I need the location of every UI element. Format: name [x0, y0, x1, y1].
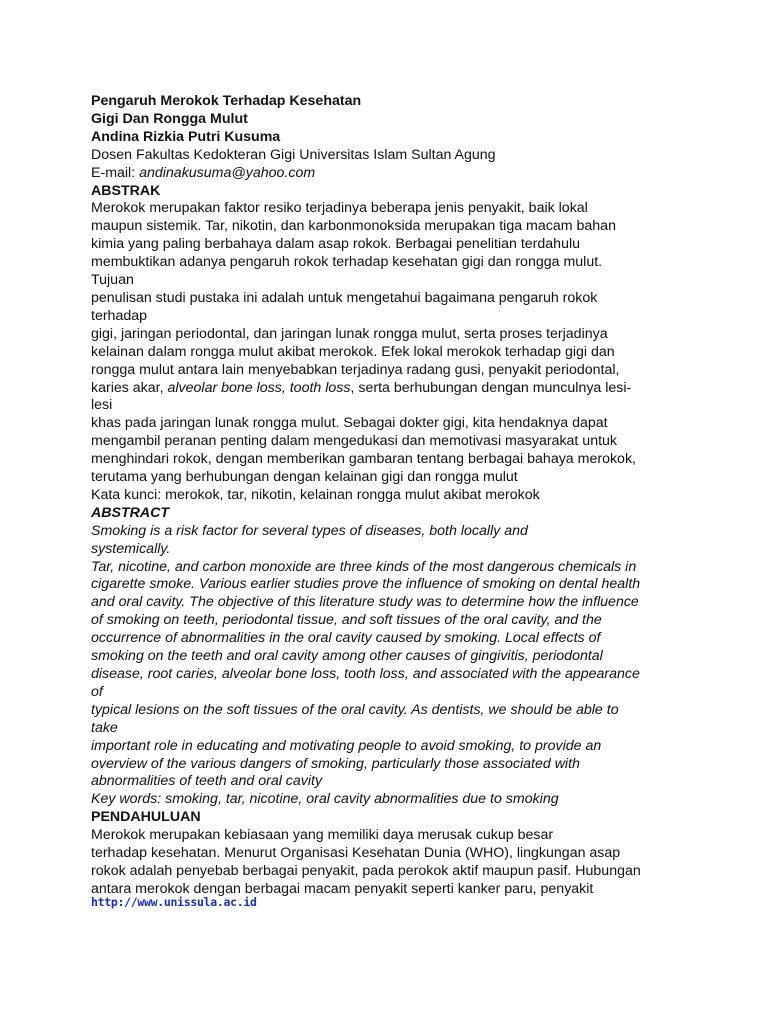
abstract-line: abnormalities of teeth and oral cavity [91, 773, 323, 790]
abstrak-mixed-prefix: karies akar, [91, 379, 168, 396]
abstract-heading: ABSTRACT [91, 504, 170, 521]
abstract-line: cigarette smoke. Various earlier studies prove the influence of smoking on dental health [91, 576, 641, 593]
title-line-2: Gigi Dan Rongga Mulut [91, 110, 248, 127]
abstrak-body [91, 200, 691, 504]
kata-kunci: Kata kunci: merokok, tar, nikotin, kelainan rongga mulut akibat merokok [91, 486, 540, 503]
abstract-line: overview of the various dangers of smoking, particularly those associated with [91, 755, 580, 772]
abstrak-line: khas pada jaringan lunak rongga mulut. Sebagai dokter gigi, kita hendaknya dapat [91, 415, 608, 432]
abstract-line: Tar, nicotine, and carbon monoxide are three kinds of the most dangerous chemicals in [91, 558, 637, 575]
pendahuluan-line: Merokok merupakan kebiasaan yang memiliki daya merusak cukup besar [91, 827, 554, 844]
abstrak-line: mengambil peranan penting dalam mengedukasi dan memotivasi masyarakat untuk [91, 433, 618, 450]
document-page [91, 93, 691, 899]
pendahuluan-line: rokok adalah penyebab berbagai penyakit, pada perokok aktif maupun pasif. Hubungan [91, 862, 641, 879]
title-line-1: Pengaruh Merokok Terhadap Kesehatan [91, 93, 362, 109]
pendahuluan-line: antara merokok dengan berbagai macam penyakit seperti kanker paru, penyakit [91, 880, 594, 897]
email-line [91, 165, 691, 183]
abstract-line: smoking on the teeth and oral cavity among other causes of gingivitis, periodontal [91, 648, 603, 665]
author-name: Andina Rizkia Putri Kusuma [91, 128, 281, 145]
abstrak-line-mixed [91, 380, 691, 398]
abstrak-line: maupun sistemik. Tar, nikotin, dan karbonmonoksida merupakan tiga macam bahan [91, 218, 616, 235]
abstrak-line: Tujuan [91, 272, 134, 289]
abstrak-mixed-suffix: , serta berhubungan dengan munculnya lesi- [350, 379, 632, 396]
abstrak-line: penulisan studi pustaka ini adalah untuk mengetahui bagaimana pengaruh rokok [91, 289, 598, 306]
key-words: Key words: smoking, tar, nicotine, oral cavity abnormalities due to smoking [91, 791, 559, 808]
pendahuluan-line: terhadap kesehatan. Menurut Organisasi Kesehatan Dunia (WHO), lingkungan asap [91, 845, 621, 862]
abstrak-line: lesi [91, 397, 113, 414]
abstrak-line: kelainan dalam rongga mulut akibat merokok. Efek lokal merokok terhadap gigi dan [91, 343, 615, 360]
abstract-line: disease, root caries, alveolar bone loss, tooth loss, and associated with the appearance [91, 666, 640, 682]
abstrak-line: terutama yang berhubungan dengan kelainan gigi dan rongga mulut [91, 469, 518, 486]
abstract-line: Smoking is a risk factor for several types of diseases, both locally and [91, 522, 528, 539]
abstract-line: and oral cavity. The objective of this literature study was to determine how the influence [91, 594, 639, 611]
abstract-line: take [91, 719, 118, 736]
pendahuluan-heading: PENDAHULUAN [91, 809, 201, 826]
email-label: E-mail: [91, 164, 140, 181]
abstrak-mixed-italic: alveolar bone loss, tooth loss [167, 379, 351, 396]
abstract-body [91, 523, 691, 810]
abstract-line: systemically. [91, 540, 171, 557]
abstrak-line: terhadap [91, 307, 148, 324]
email-address: andinakusuma@yahoo.com [139, 164, 316, 181]
abstrak-line: membuktikan adanya pengaruh rokok terhadap kesehatan gigi dan rongga mulut. [91, 254, 603, 271]
abstrak-heading: ABSTRAK [91, 182, 161, 199]
abstract-line: of [91, 683, 103, 700]
abstrak-line: menghindari rokok, dengan memberikan gambaran tentang berbagai bahaya merokok, [91, 451, 636, 468]
pendahuluan-body [91, 827, 691, 899]
footer-website-link[interactable]: http://www.unissula.ac.id [91, 895, 257, 909]
abstract-line: occurrence of abnormalities in the oral cavity caused by smoking. Local effects of [91, 630, 601, 647]
abstract-line: of smoking on teeth, periodontal tissue, and soft tissues of the oral cavity, and the [91, 612, 602, 629]
abstrak-line: rongga mulut antara lain menyebabkan terjadinya radang gusi, penyakit periodontal, [91, 361, 620, 378]
affiliation: Dosen Fakultas Kedokteran Gigi Universitas Islam Sultan Agung [91, 146, 496, 163]
abstract-line: typical lesions on the soft tissues of the oral cavity. As dentists, we should be able to [91, 701, 619, 718]
abstract-line: important role in educating and motivating people to avoid smoking, to provide an [91, 737, 602, 754]
abstrak-line: kimia yang paling berbahaya dalam asap rokok. Berbagai penelitian terdahulu [91, 236, 580, 253]
abstrak-line: Merokok merupakan faktor resiko terjadinya beberapa jenis penyakit, baik lokal [91, 200, 588, 217]
abstrak-line: gigi, jaringan periodontal, dan jaringan lunak rongga mulut, serta proses terjadinya [91, 325, 608, 342]
